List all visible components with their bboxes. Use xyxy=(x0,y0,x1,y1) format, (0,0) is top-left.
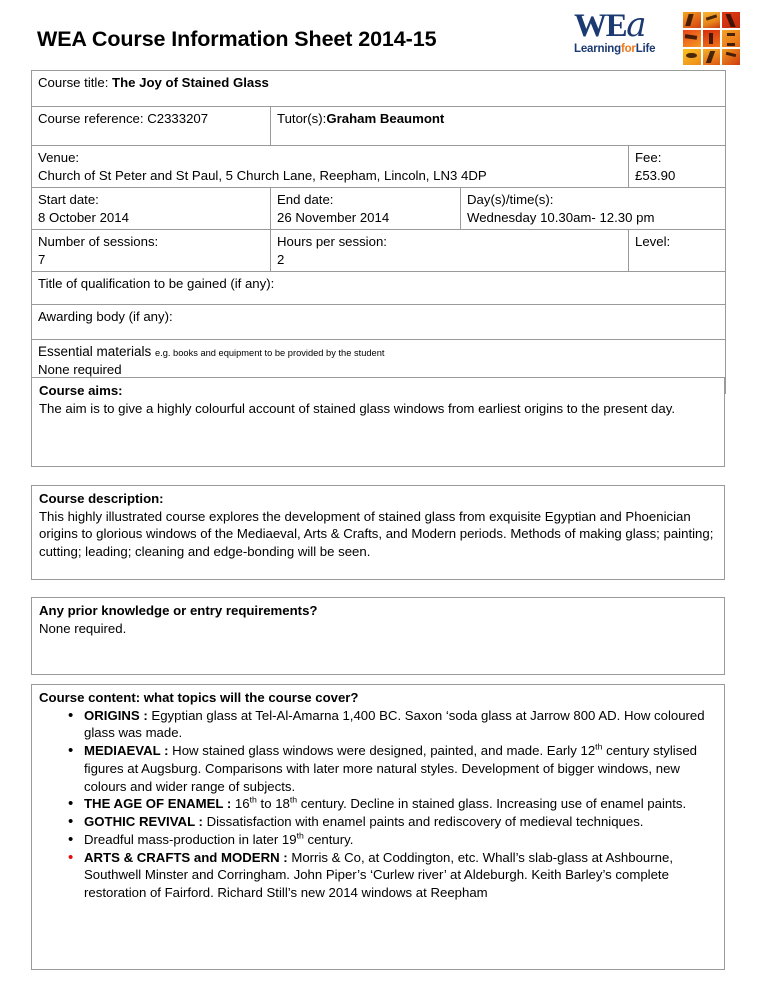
label-essential-materials: Essential materials xyxy=(38,344,152,360)
course-content-text: Dreadful mass-production in later 19 xyxy=(84,831,297,847)
logo-tile-7 xyxy=(683,49,701,65)
course-content-text: century. xyxy=(303,831,354,847)
course-content-term: MEDIAEVAL : xyxy=(84,743,169,759)
label-fee: Fee: xyxy=(635,150,662,165)
cell-qualification xyxy=(32,272,726,305)
value-hours-per-session: 2 xyxy=(277,251,285,267)
prior-knowledge-heading: Any prior knowledge or entry requirements? xyxy=(39,603,318,618)
label-qualification: Title of qualification to be gained (if any): xyxy=(38,276,275,292)
table-row-qualification xyxy=(32,272,726,305)
course-content-term: ARTS & CRAFTS and MODERN : xyxy=(84,849,288,865)
course-content-item xyxy=(39,831,716,849)
course-content-text: How stained glass windows were designed, painted, and made. Early 12 xyxy=(168,743,596,759)
course-content-term: GOTHIC REVIVAL : xyxy=(84,814,203,830)
wea-logo-text xyxy=(574,5,646,45)
label-tutor: Tutor(s): xyxy=(277,111,327,126)
label-end-date: End date: xyxy=(277,192,334,208)
wea-logo-tile-grid-icon xyxy=(683,12,740,65)
tagline-for: for xyxy=(620,43,636,55)
course-content-text: Egyptian glass at Tel-Al-Amarna 1,400 BC. Saxon ‘soda glass at Jarrow 800 AD. How coloured glass was made. xyxy=(84,707,705,741)
table-row-awarding-body xyxy=(32,305,726,340)
table-row-course-title xyxy=(32,71,726,107)
logo-tile-8 xyxy=(703,49,721,65)
value-days-times: Wednesday 10.30am- 12.30 pm xyxy=(467,209,655,225)
course-content-item xyxy=(39,742,716,795)
value-number-of-sessions: 7 xyxy=(38,251,46,267)
course-content-text: century. Decline in stained glass. Increasing use of enamel paints. xyxy=(297,796,687,812)
table-row-sessions xyxy=(32,230,726,272)
value-start-date: 8 October 2014 xyxy=(38,209,129,225)
cell-level xyxy=(629,230,726,272)
course-content-text: Morris & Co, at Coddington, etc. Whall’s slab-glass at Ashbourne, Southwell Minster and Corringham. John Piper’s ‘Curlew river’ at Aldeburgh. Keith Barley’s complete restoration of Fairford. Richard Still’s new 2014 windows at Reepham xyxy=(84,849,673,901)
ordinal-suffix: th xyxy=(249,794,257,805)
logo-tile-4 xyxy=(683,30,701,46)
label-number-of-sessions: Number of sessions: xyxy=(38,234,159,250)
value-venue: Church of St Peter and St Paul, 5 Church Lane, Reepham, Lincoln, LN3 4DP xyxy=(38,167,487,183)
course-content-list xyxy=(39,707,716,902)
table-row-dates xyxy=(32,188,726,230)
note-essential-materials: e.g. books and equipment to be provided by the student xyxy=(154,348,385,359)
prior-knowledge-text: None required. xyxy=(39,620,127,636)
cell-days-times xyxy=(461,188,726,230)
value-end-date: 26 November 2014 xyxy=(277,209,390,225)
wea-logo xyxy=(572,5,744,66)
value-course-reference: C2333207 xyxy=(147,111,209,126)
logo-tile-1 xyxy=(683,12,701,28)
label-course-reference: Course reference: xyxy=(38,111,144,126)
tagline-learning: Learning xyxy=(574,43,621,55)
page-title: WEA Course Information Sheet 2014-15 xyxy=(37,27,437,51)
course-content-term: THE AGE OF ENAMEL : xyxy=(84,796,232,812)
wea-logo-we: WE xyxy=(574,8,627,44)
label-start-date: Start date: xyxy=(38,192,99,208)
label-awarding-body: Awarding body (if any): xyxy=(38,309,173,325)
cell-end-date xyxy=(271,188,461,230)
label-venue: Venue: xyxy=(38,150,80,165)
cell-venue xyxy=(32,146,629,188)
logo-tile-3 xyxy=(722,12,740,28)
course-description-heading: Course description: xyxy=(39,491,164,506)
wea-logo-tagline xyxy=(574,44,655,56)
cell-awarding-body xyxy=(32,305,726,340)
logo-tile-2 xyxy=(703,12,721,28)
wea-logo-wordmark xyxy=(572,5,680,55)
course-aims-box xyxy=(31,377,725,467)
ordinal-suffix: th xyxy=(296,830,304,841)
logo-tile-9 xyxy=(722,49,740,65)
course-content-heading: Course content: what topics will the course cover? xyxy=(39,690,359,705)
course-content-item xyxy=(39,707,716,743)
ordinal-suffix: th xyxy=(289,794,298,805)
cell-hours-per-session xyxy=(271,230,629,272)
ordinal-suffix: th xyxy=(595,741,603,752)
value-fee: £53.90 xyxy=(635,167,676,183)
label-days-times: Day(s)/time(s): xyxy=(467,192,554,208)
course-content-text: century stylised figures at Augsburg. Comparisons with later more natural styles. Development of bigger windows, new colours and wider range of subjects. xyxy=(84,743,697,794)
cell-course-title xyxy=(32,71,726,107)
value-tutor: Graham Beaumont xyxy=(326,111,445,126)
cell-fee xyxy=(629,146,726,188)
label-course-title: Course title: xyxy=(38,75,109,90)
label-hours-per-session: Hours per session: xyxy=(277,234,387,250)
table-row-venue-fee xyxy=(32,146,726,188)
course-aims-heading: Course aims: xyxy=(39,383,123,398)
course-content-text: 16 xyxy=(231,796,250,812)
course-content-item xyxy=(39,813,716,831)
cell-tutor xyxy=(271,107,726,146)
wea-logo-a: a xyxy=(626,5,646,45)
course-content-term: ORIGINS : xyxy=(84,707,148,723)
cell-start-date xyxy=(32,188,271,230)
course-content-item xyxy=(39,795,716,813)
course-content-box xyxy=(31,684,725,970)
course-content-text: Dissatisfaction with enamel paints and rediscovery of medieval techniques. xyxy=(202,814,644,830)
cell-number-of-sessions xyxy=(32,230,271,272)
prior-knowledge-box xyxy=(31,597,725,675)
table-row-reference-tutor xyxy=(32,107,726,146)
label-level: Level: xyxy=(635,234,671,250)
logo-tile-6 xyxy=(722,30,740,46)
course-content-item xyxy=(39,849,716,902)
tagline-life: Life xyxy=(635,43,656,55)
value-essential-materials: None required xyxy=(38,362,122,378)
logo-tile-5 xyxy=(703,30,721,46)
cell-course-reference xyxy=(32,107,271,146)
course-details-table xyxy=(31,70,726,394)
page-header xyxy=(0,0,768,68)
course-description-text: This highly illustrated course explores the development of stained glass from exquisite Egyptian and Phoenician origins to glorious windows of the Mediaeval, Arts & Crafts, and Modern periods. Methods of making glass; painting; cutting; leading; cleaning and edge-bonding will be seen. xyxy=(39,508,714,559)
course-description-box xyxy=(31,485,725,580)
course-aims-text: The aim is to give a highly colourful account of stained glass windows from earliest origins to the present day. xyxy=(39,400,676,416)
value-course-title: The Joy of Stained Glass xyxy=(112,75,269,90)
course-content-text: to 18 xyxy=(256,796,290,812)
